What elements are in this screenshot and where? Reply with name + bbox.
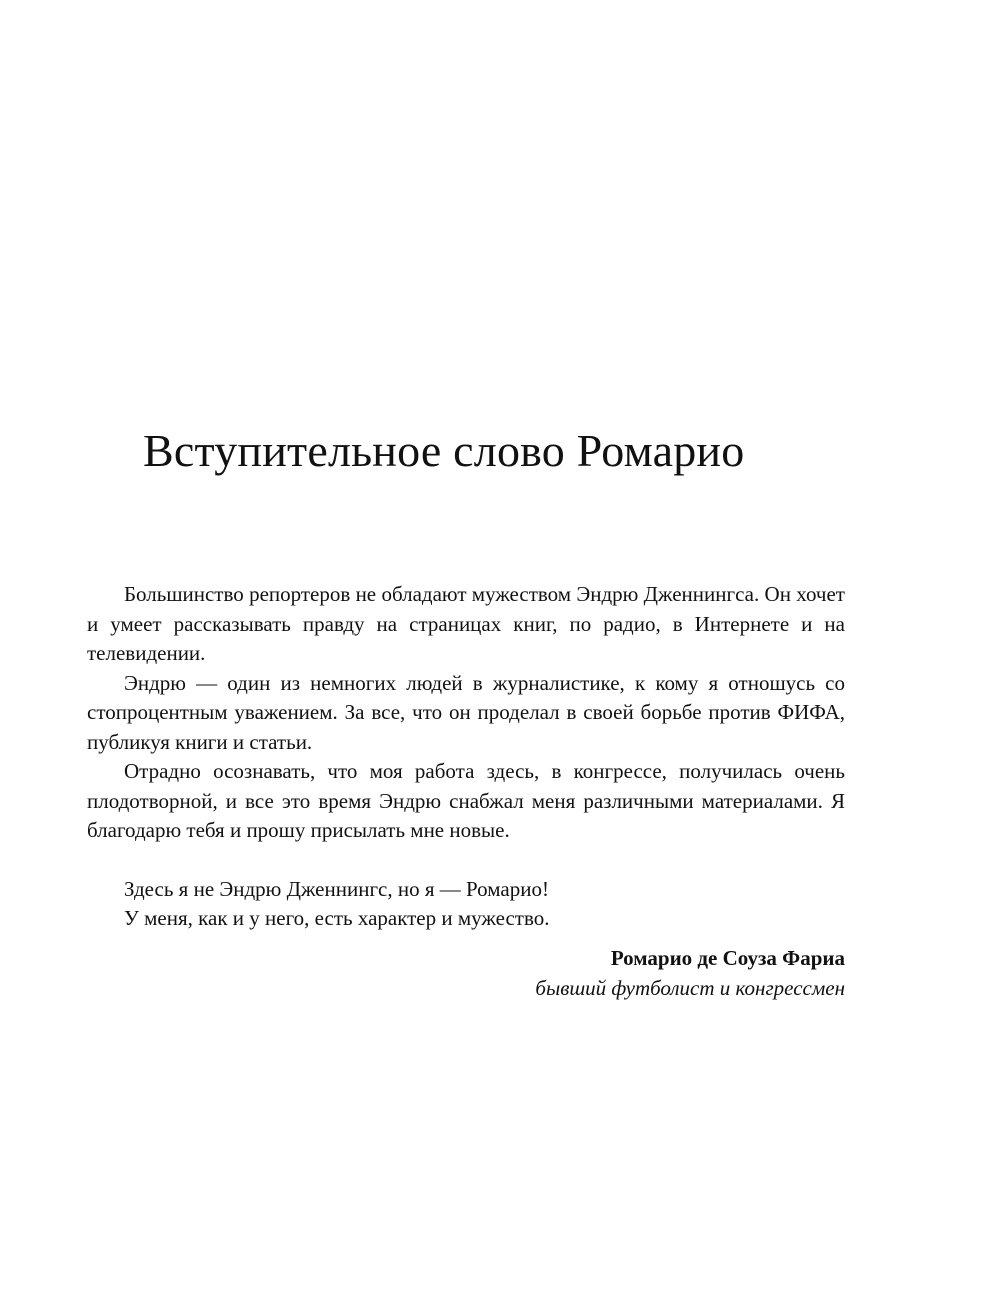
signature-name: Ромарио де Соуза Фариа — [610, 946, 845, 970]
paragraph-2: Эндрю — один из немногих людей в журналистике, к кому я отношусь со стопроцентным уважением. За все, что он проделал в своей борьбе против ФИФА, публикуя книги и статьи. — [87, 670, 845, 754]
paragraph-1: Большинство репортеров не обладают мужеством Эндрю Дженнингса. Он хочет и умеет рассказывать правду на страницах книг, по радио, в Интернете и на телевидении. — [87, 582, 845, 665]
closing-lines — [87, 875, 845, 934]
paragraph-3: Отрадно осознавать, что моя работа здесь, в конгрессе, получилась очень плодотворной, и все это время Эндрю снабжал меня различными материалами. Я благодарю тебя и прошу присылать мне новые. — [87, 759, 845, 842]
closing-line-2: У меня, как и у него, есть характер и мужество. — [124, 906, 550, 930]
signature-role: бывший футболист и конгрессмен — [535, 975, 845, 1000]
body-text — [87, 580, 845, 934]
signature-block — [87, 944, 845, 1003]
paragraph-gap — [87, 846, 845, 875]
chapter-title: Вступительное слово Ромарио — [143, 425, 745, 476]
closing-line-1: Здесь я не Эндрю Дженнингс, но я — Ромарио! — [124, 876, 549, 901]
